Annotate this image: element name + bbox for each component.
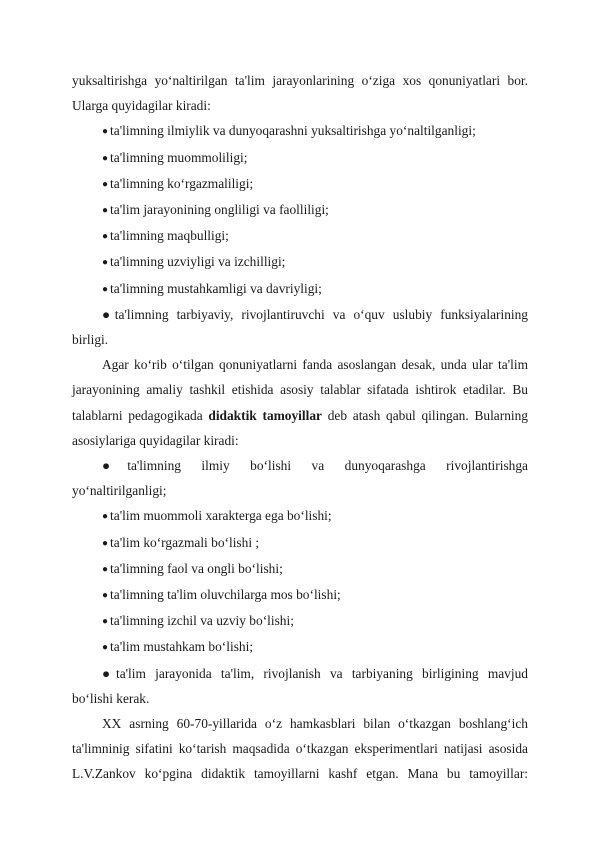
bullet-icon: ● xyxy=(102,257,109,269)
paragraph: XX asrning 60-70-yillarida o‘z hamkasblari bilan o‘tkazgan boshlang‘ich ta'limninig sifatini ko‘tarish maqsadida o‘tkazgan eksperimentlari natijasi asosida L.V.Zankov ko‘pgina didaktik tamoyillarni kashf etgan. Mana bu tamoyillar: xyxy=(72,716,528,782)
bullet-icon: ● xyxy=(102,511,109,523)
list-item xyxy=(72,582,528,608)
document-body xyxy=(72,68,528,787)
list-item-text: ta'limning ta'lim oluvchilarga mos bo‘lishi; xyxy=(110,587,341,603)
list-item-text: ta'lim ko‘rgazmali bo‘lishi ; xyxy=(110,534,260,550)
bullet-icon: ● xyxy=(102,642,109,654)
list-item-text: ta'limning tarbiyaviy, rivojlantiruvchi va o‘quv uslubiy funksiyalarining xyxy=(114,306,528,322)
list-item xyxy=(72,608,528,634)
bullet-icon: ● xyxy=(102,537,109,549)
list-item xyxy=(72,530,528,556)
list-item-text: ta'lim jarayonining ongliligi va faolliligi; xyxy=(110,202,329,218)
bullet-icon: ● xyxy=(102,665,116,681)
bullet-icon: ● xyxy=(102,590,109,602)
bullet-icon: ● xyxy=(102,178,109,190)
bold-term: didaktik tamoyillar xyxy=(208,407,322,423)
list-item xyxy=(72,118,528,144)
list-item-text: ta'limning mustahkamligi va davriyligi; xyxy=(110,280,322,296)
list-item-continuation: birligi. xyxy=(72,332,109,348)
bullet-icon: ● xyxy=(102,152,109,164)
list-item xyxy=(72,223,528,249)
bullet-icon: ● xyxy=(102,283,109,295)
bullet-icon: ● xyxy=(102,205,109,217)
list-item-continuation: yo‘naltirilganligi; xyxy=(72,483,167,499)
list-item xyxy=(72,503,528,529)
list-item xyxy=(72,276,528,302)
list-item xyxy=(72,556,528,582)
paragraph-text: deb atash qabul qilingan. Bularning asosiylariga quyidagilar kiradi: xyxy=(72,407,528,448)
bullet-icon: ● xyxy=(102,563,109,575)
list-item-text: ta'limning faol va ongli bo‘lishi; xyxy=(110,560,283,576)
list-item xyxy=(72,634,528,660)
list-item xyxy=(72,171,528,197)
bullet-icon: ● xyxy=(102,458,128,474)
list-item xyxy=(72,453,528,478)
bullet-icon: ● xyxy=(102,616,109,628)
list-item xyxy=(72,302,528,327)
list-item-continuation: bo‘lishi kerak. xyxy=(72,690,150,706)
list-item-text: ta'lim muommoli xarakterga ega bo‘lishi; xyxy=(110,508,332,524)
list-item-text: ta'limning uzviyligi va izchilligi; xyxy=(110,254,286,270)
list-item xyxy=(72,145,528,171)
paragraph-text: Agar ko‘rib o‘tilgan qonuniyatlarni fanda asoslangan desak, unda ular ta'lim jarayonining amaliy tashkil etishida asosiy talablar sifatada ishtirok etadilar. Bu talablarni pedagogikada xyxy=(72,357,528,423)
paragraph-line: yuksaltirishga yo‘naltirilgan ta'lim jarayonlarining o‘ziga xos qonuniyatlari bor. xyxy=(72,73,528,88)
list-item xyxy=(72,661,528,686)
bullet-icon: ● xyxy=(102,306,115,322)
list-item-text: ta'lim mustahkam bo‘lishi; xyxy=(110,639,254,655)
list-item-text: ta'limning maqbulligi; xyxy=(110,228,229,244)
bullet-icon: ● xyxy=(102,231,109,243)
list-item-text: ta'lim jarayonida ta'lim, rivojlanish va tarbiyaning birligining mavjud xyxy=(115,665,528,681)
list-item-text: ta'limning ko‘rgazmaliligi; xyxy=(110,175,254,191)
list-item-text: ta'limning muommoliligi; xyxy=(110,149,248,165)
list-item-text: ta'limning izchil va uzviy bo‘lishi; xyxy=(110,613,294,629)
paragraph xyxy=(72,352,528,453)
bullet-icon: ● xyxy=(102,126,109,138)
list-item xyxy=(72,249,528,275)
list-item-text: ta'limning ilmiy bo‘lishi va dunyoqarashga rivojlantirishga xyxy=(127,458,529,474)
paragraph-line: Ularga quyidagilar kiradi: xyxy=(72,98,211,114)
list-item xyxy=(72,197,528,223)
list-item-text: ta'limning ilmiylik va dunyoqarashni yuksaltirishga yo‘naltilganligi; xyxy=(110,123,476,139)
